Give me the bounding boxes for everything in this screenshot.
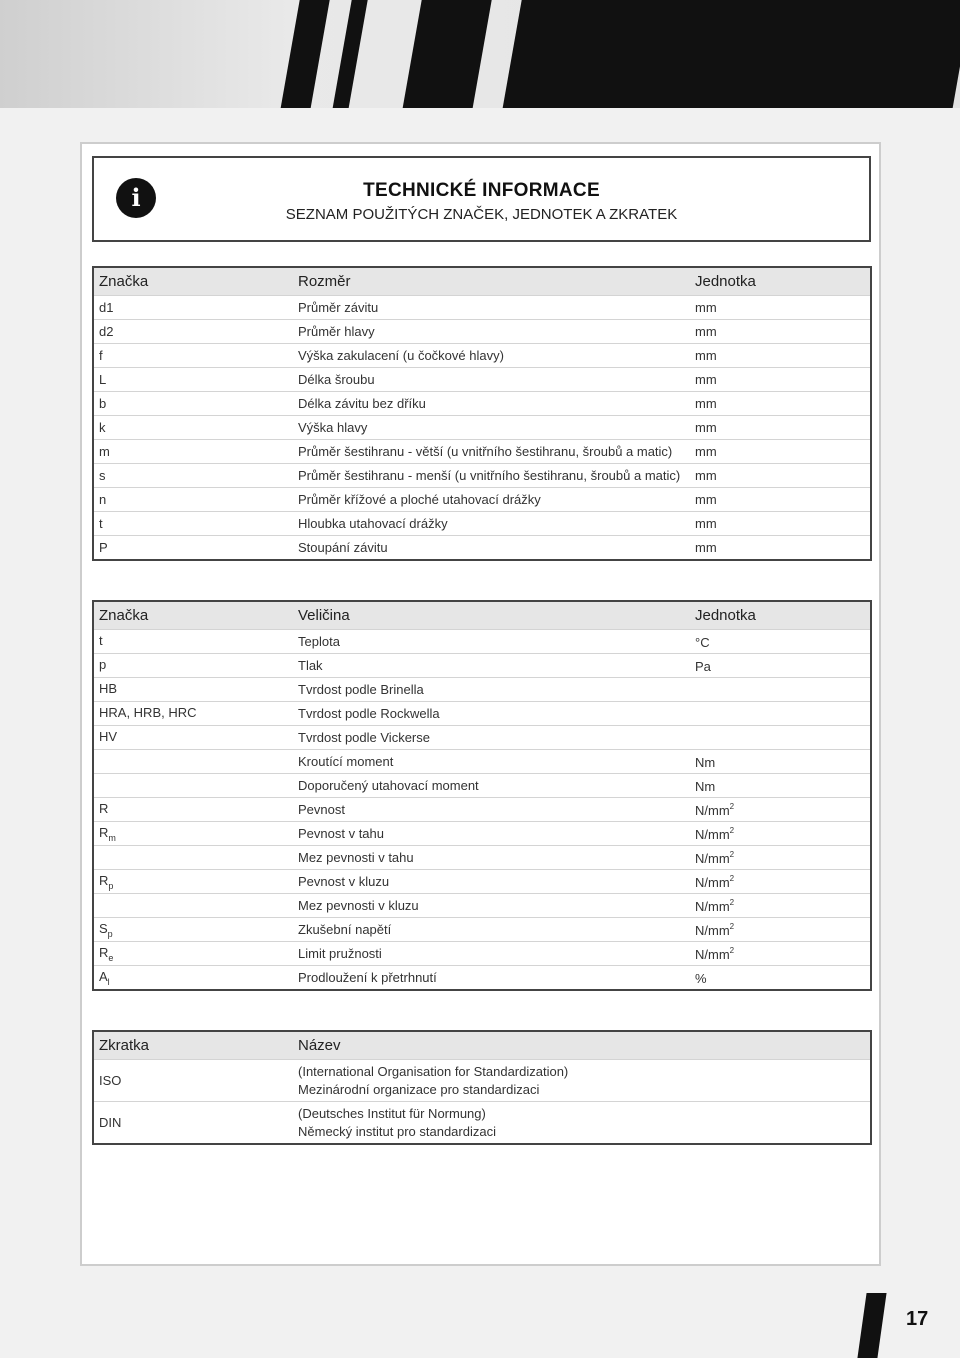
unit-superscript: 2: [729, 873, 735, 883]
table-row: [94, 487, 870, 511]
table-row: [94, 439, 870, 463]
symbol-text: R: [99, 824, 109, 840]
unit-cell: [695, 778, 870, 794]
symbol-cell: [94, 657, 298, 675]
quantity-cell: Zkušební napětí: [298, 922, 392, 937]
symbol-cell: [94, 921, 298, 939]
symbol-text: R: [99, 944, 109, 960]
symbol-subscript: p: [108, 880, 114, 891]
unit-text: N/mm: [695, 826, 730, 842]
unit-cell: mm: [695, 444, 717, 459]
column-header: Zkratka: [99, 1037, 150, 1054]
unit-superscript: 2: [729, 825, 735, 835]
dimension-cell: Hloubka utahovací drážky: [298, 516, 448, 531]
table-row: [94, 773, 870, 797]
page-title: TECHNICKÉ INFORMACE: [363, 180, 600, 201]
dimension-cell: Průměr závitu: [298, 300, 379, 315]
unit-cell: mm: [695, 324, 717, 339]
unit-cell: mm: [695, 420, 717, 435]
table-row: [94, 535, 870, 559]
table-row: [94, 821, 870, 845]
dimension-cell: Délka šroubu: [298, 372, 375, 387]
decorative-stripe: [331, 0, 370, 108]
unit-cell: mm: [695, 492, 717, 507]
table-row: [94, 367, 870, 391]
symbol-subscript: p: [107, 928, 113, 939]
symbol-text: R: [99, 872, 109, 888]
unit-superscript: 2: [729, 801, 735, 811]
quantities-table: [92, 600, 872, 991]
symbol-cell: [94, 945, 298, 963]
quantity-cell: Tvrdost podle Rockwella: [298, 706, 440, 721]
table-row: [94, 463, 870, 487]
unit-cell: mm: [695, 396, 717, 411]
page-subtitle: SEZNAM POUŽITÝCH ZNAČEK, JEDNOTEK A ZKRATEK: [285, 206, 678, 223]
column-header: Název: [298, 1037, 341, 1054]
column-header: Jednotka: [695, 607, 756, 624]
name-cell: [298, 1105, 870, 1141]
unit-cell: [695, 946, 870, 962]
quantity-cell: Pevnost: [298, 802, 345, 817]
table-row: [94, 725, 870, 749]
table-row: [94, 941, 870, 965]
symbol-cell: [94, 633, 298, 651]
dimensions-table: [92, 266, 872, 561]
table-row: [94, 677, 870, 701]
quantity-cell: Mez pevnosti v kluzu: [298, 898, 419, 913]
symbol-text: t: [99, 632, 103, 648]
quantity-cell: Teplota: [298, 634, 340, 649]
decorative-stripe: [401, 0, 494, 108]
unit-cell: [695, 802, 870, 818]
table-row: [94, 415, 870, 439]
unit-text: Pa: [695, 658, 711, 674]
table-header: [94, 268, 870, 295]
quantity-cell: Tlak: [298, 658, 323, 673]
column-header: Rozměr: [298, 273, 351, 290]
unit-cell: mm: [695, 300, 717, 315]
name-cell: [298, 1063, 870, 1099]
symbol-cell: [94, 873, 298, 891]
symbol-text: R: [99, 800, 109, 816]
section-header: [92, 156, 871, 242]
quantity-cell: Limit pružnosti: [298, 946, 382, 961]
table-header: [94, 602, 870, 629]
table-header: [94, 1032, 870, 1059]
decorative-stripe: [501, 0, 960, 108]
table-row: [94, 319, 870, 343]
unit-text: N/mm: [695, 898, 730, 914]
unit-superscript: 2: [729, 849, 735, 859]
document-page: [80, 142, 881, 1266]
unit-text: Nm: [695, 754, 716, 770]
symbol-cell: m: [99, 444, 110, 459]
symbol-cell: [94, 681, 298, 699]
name-original: (Deutsches Institut für Normung): [298, 1105, 486, 1121]
table-row: [94, 965, 870, 989]
unit-cell: [695, 634, 870, 650]
dimension-cell: Průměr šestihranu - menší (u vnitřního šestihranu, šroubů a matic): [298, 468, 681, 483]
unit-text: %: [695, 970, 707, 986]
unit-cell: [695, 874, 870, 890]
table-row: [94, 295, 870, 319]
unit-text: N/mm: [695, 922, 730, 938]
dimension-cell: Průměr hlavy: [298, 324, 375, 339]
symbol-text: HV: [99, 728, 118, 744]
top-decorative-band: [0, 0, 960, 108]
quantity-cell: Pevnost v tahu: [298, 826, 384, 841]
unit-cell: [695, 754, 870, 770]
unit-text: N/mm: [695, 850, 730, 866]
symbol-text: p: [99, 656, 107, 672]
symbol-cell: b: [99, 396, 107, 411]
table-row: [94, 893, 870, 917]
symbol-cell: [94, 825, 298, 843]
symbol-subscript: e: [108, 952, 114, 963]
symbol-cell: s: [99, 468, 106, 483]
table-row: [94, 869, 870, 893]
unit-superscript: 2: [729, 897, 735, 907]
symbol-cell: [94, 705, 298, 723]
unit-cell: mm: [695, 516, 717, 531]
symbol-cell: [94, 969, 298, 987]
dimension-cell: Délka závitu bez dříku: [298, 396, 426, 411]
unit-text: °C: [695, 634, 710, 650]
column-header: Značka: [99, 607, 149, 624]
column-header: Značka: [99, 273, 149, 290]
table-row: [94, 653, 870, 677]
table-row: [94, 343, 870, 367]
table-row: [94, 797, 870, 821]
symbol-text: HRA, HRB, HRC: [99, 704, 197, 720]
unit-cell: [695, 850, 870, 866]
unit-cell: mm: [695, 372, 717, 387]
symbol-subscript: m: [108, 832, 116, 843]
page-number: 17: [906, 1308, 929, 1330]
symbol-cell: f: [99, 348, 103, 363]
symbol-cell: L: [99, 372, 107, 387]
symbol-cell: d2: [99, 324, 114, 339]
symbol-cell: d1: [99, 300, 114, 315]
page-marker-bar: [857, 1293, 886, 1358]
unit-cell: [695, 970, 870, 986]
symbol-subscript: l: [107, 976, 110, 987]
symbol-cell: n: [99, 492, 107, 507]
table-row: [94, 1059, 870, 1101]
symbol-text: S: [99, 920, 108, 936]
unit-superscript: 2: [729, 921, 735, 931]
unit-text: N/mm: [695, 946, 730, 962]
table-row: [94, 391, 870, 415]
table-row: [94, 749, 870, 773]
table-row: [94, 917, 870, 941]
abbreviation-cell: DIN: [99, 1115, 122, 1130]
quantity-cell: Pevnost v kluzu: [298, 874, 390, 889]
table-row: [94, 511, 870, 535]
symbol-text: HB: [99, 680, 118, 696]
quantity-cell: Tvrdost podle Brinella: [298, 682, 424, 697]
quantity-cell: Prodloužení k přetrhnutí: [298, 970, 437, 985]
dimension-cell: Výška zakulacení (u čočkové hlavy): [298, 348, 504, 363]
name-original: (International Organisation for Standardization): [298, 1063, 569, 1079]
info-icon: i: [116, 178, 156, 218]
unit-cell: mm: [695, 348, 717, 363]
quantity-cell: Doporučený utahovací moment: [298, 778, 479, 793]
symbol-cell: k: [99, 420, 106, 435]
abbreviation-cell: ISO: [99, 1073, 122, 1088]
column-header: Veličina: [298, 607, 350, 624]
unit-text: N/mm: [695, 874, 730, 890]
unit-text: Nm: [695, 778, 716, 794]
quantity-cell: Mez pevnosti v tahu: [298, 850, 414, 865]
unit-cell: [695, 922, 870, 938]
table-row: [94, 629, 870, 653]
symbol-cell: [94, 801, 298, 819]
unit-cell: mm: [695, 468, 717, 483]
table-row: [94, 845, 870, 869]
decorative-stripe: [279, 0, 332, 108]
dimension-cell: Stoupání závitu: [298, 540, 388, 555]
unit-cell: [695, 898, 870, 914]
quantity-cell: Kroutící moment: [298, 754, 394, 769]
symbol-cell: t: [99, 516, 103, 531]
symbol-cell: [94, 729, 298, 747]
unit-superscript: 2: [729, 945, 735, 955]
name-translation: Mezinárodní organizace pro standardizaci: [298, 1081, 540, 1097]
table-row: [94, 1101, 870, 1143]
dimension-cell: Výška hlavy: [298, 420, 368, 435]
dimension-cell: Průměr šestihranu - větší (u vnitřního šestihranu, šroubů a matic): [298, 444, 673, 459]
unit-cell: mm: [695, 540, 717, 555]
name-translation: Německý institut pro standardizaci: [298, 1123, 496, 1139]
quantity-cell: Tvrdost podle Vickerse: [298, 730, 430, 745]
abbreviations-table: [92, 1030, 872, 1145]
symbol-text: A: [99, 968, 108, 984]
symbol-cell: P: [99, 540, 108, 555]
unit-cell: [695, 658, 870, 674]
unit-text: N/mm: [695, 802, 730, 818]
table-row: [94, 701, 870, 725]
unit-cell: [695, 826, 870, 842]
dimension-cell: Průměr křížové a ploché utahovací drážky: [298, 492, 541, 507]
column-header: Jednotka: [695, 273, 756, 290]
